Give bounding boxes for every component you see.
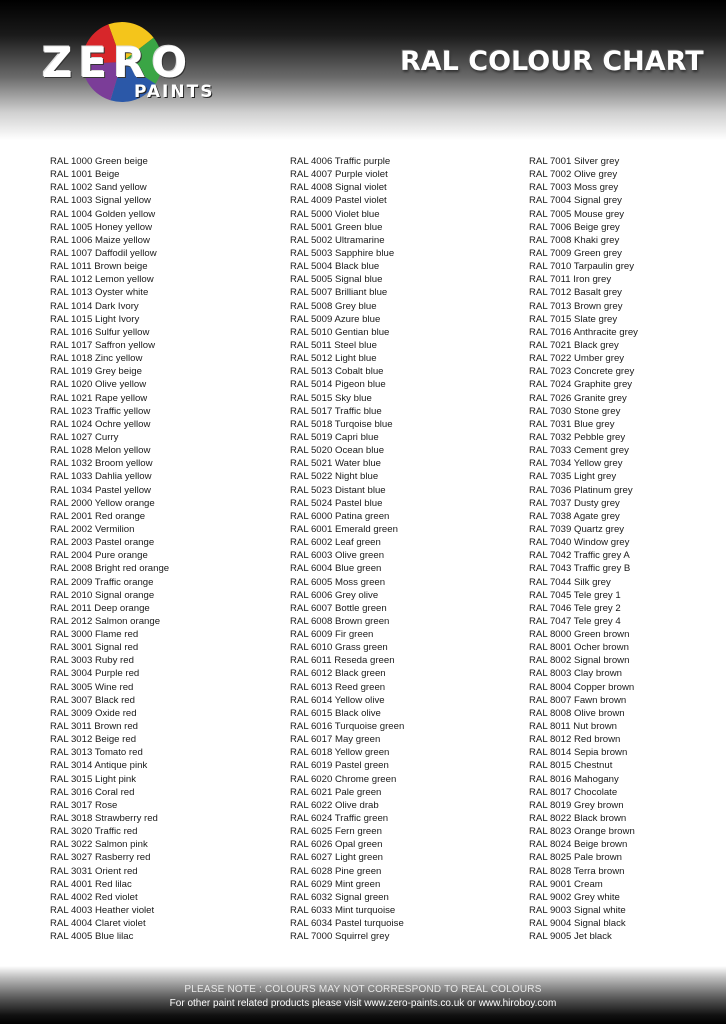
colour-entry: RAL 1034 Pastel yellow (50, 484, 151, 496)
colour-entry: RAL 7021 Black grey (529, 339, 619, 351)
colour-entry: RAL 3020 Traffic red (50, 826, 138, 838)
colour-entry: RAL 1027 Curry (50, 431, 119, 443)
colour-entry: RAL 6010 Grass green (290, 642, 388, 654)
colour-entry: RAL 8014 Sepia brown (529, 747, 628, 759)
colour-entry: RAL 3014 Antique pink (50, 760, 148, 772)
colour-entry: RAL 5022 Night blue (290, 471, 379, 483)
colour-entry: RAL 7042 Traffic grey A (529, 550, 630, 562)
colour-entry: RAL 1001 Beige (50, 169, 120, 181)
colour-entry: RAL 7046 Tele grey 2 (529, 602, 621, 614)
colour-entry: RAL 3022 Salmon pink (50, 839, 148, 851)
colour-entry: RAL 3012 Beige red (50, 734, 137, 746)
colour-entry: RAL 7022 Umber grey (529, 353, 625, 365)
colour-entry: RAL 4008 Signal violet (290, 182, 387, 194)
colour-entry: RAL 4001 Red lilac (50, 878, 132, 890)
colour-entry: RAL 7010 Tarpaulin grey (529, 261, 635, 273)
colour-entry: RAL 6026 Opal green (290, 839, 383, 851)
colour-entry: RAL 6020 Chrome green (290, 773, 397, 785)
colour-entry: RAL 5023 Distant blue (290, 484, 386, 496)
colour-entry: RAL 1017 Saffron yellow (50, 339, 156, 351)
colour-entry: RAL 6022 Olive drab (290, 799, 379, 811)
colour-entry: RAL 6028 Pine green (290, 865, 382, 877)
colour-entry: RAL 3000 Flame red (50, 629, 139, 641)
colour-entry: RAL 6011 Reseda green (290, 655, 395, 667)
colour-entry: RAL 5015 Sky blue (290, 392, 372, 404)
colour-entry: RAL 6008 Brown green (290, 615, 390, 627)
header-banner (0, 0, 726, 140)
colour-entry: RAL 7000 Squirrel grey (290, 931, 390, 943)
colour-entry: RAL 6019 Pastel green (290, 760, 389, 772)
colour-entry: RAL 6017 May green (290, 734, 381, 746)
colour-entry: RAL 7023 Concrete grey (529, 366, 635, 378)
logo-subtitle: PAINTS (134, 82, 215, 102)
colour-entry: RAL 7043 Traffic grey B (529, 563, 631, 575)
colour-entry: RAL 6032 Signal green (290, 891, 389, 903)
colour-entry: RAL 5000 Violet blue (290, 208, 380, 220)
colour-entry: RAL 9005 Jet black (529, 931, 612, 943)
colour-column-1 (50, 155, 169, 943)
colour-entry: RAL 1020 Olive yellow (50, 379, 147, 391)
colour-entry: RAL 3031 Orient red (50, 865, 138, 877)
colour-entry: RAL 2003 Pastel orange (50, 537, 155, 549)
colour-entry: RAL 9004 Signal black (529, 918, 626, 930)
colour-entry: RAL 6004 Blue green (290, 563, 382, 575)
colour-entry: RAL 6013 Reed green (290, 681, 386, 693)
colour-entry: RAL 6034 Pastel turquoise (290, 918, 404, 930)
colour-entry: RAL 5004 Black blue (290, 261, 380, 273)
colour-entry: RAL 7033 Cement grey (529, 445, 629, 457)
colour-entry: RAL 9001 Cream (529, 878, 603, 890)
colour-entry: RAL 5019 Capri blue (290, 431, 379, 443)
colour-entry: RAL 7026 Granite grey (529, 392, 627, 404)
colour-entry: RAL 3004 Purple red (50, 668, 140, 680)
colour-list (0, 155, 726, 945)
colour-entry: RAL 8000 Green brown (529, 629, 630, 641)
colour-entry: RAL 2002 Vermilion (50, 523, 135, 535)
colour-entry: RAL 6025 Fern green (290, 826, 382, 838)
colour-entry: RAL 5009 Azure blue (290, 313, 381, 325)
colour-entry: RAL 5002 Ultramarine (290, 234, 385, 246)
colour-entry: RAL 5018 Turqoise blue (290, 418, 393, 430)
colour-entry: RAL 7035 Light grey (529, 471, 617, 483)
zero-paints-logo (38, 16, 238, 108)
colour-entry: RAL 5021 Water blue (290, 458, 382, 470)
colour-entry: RAL 1005 Honey yellow (50, 221, 153, 233)
footer-banner (0, 966, 726, 1024)
colour-entry: RAL 3018 Strawberry red (50, 813, 158, 825)
colour-entry: RAL 2000 Yellow orange (50, 497, 155, 509)
colour-entry: RAL 1013 Oyster white (50, 287, 149, 299)
colour-entry: RAL 6024 Traffic green (290, 813, 389, 825)
colour-entry: RAL 8002 Signal brown (529, 655, 630, 667)
colour-entry: RAL 7047 Tele grey 4 (529, 615, 621, 627)
colour-entry: RAL 7004 Signal grey (529, 195, 622, 207)
colour-entry: RAL 2004 Pure orange (50, 550, 148, 562)
colour-entry: RAL 2008 Bright red orange (50, 563, 170, 575)
colour-entry: RAL 3007 Black red (50, 694, 135, 706)
colour-entry: RAL 2010 Signal orange (50, 589, 155, 601)
colour-entry: RAL 7005 Mouse grey (529, 208, 625, 220)
colour-entry: RAL 8025 Pale brown (529, 852, 622, 864)
colour-entry: RAL 1016 Sulfur yellow (50, 326, 150, 338)
colour-entry: RAL 3027 Rasberry red (50, 852, 151, 864)
colour-entry: RAL 9003 Signal white (529, 905, 626, 917)
colour-entry: RAL 5007 Brilliant blue (290, 287, 388, 299)
colour-entry: RAL 3013 Tomato red (50, 747, 143, 759)
colour-entry: RAL 6006 Grey olive (290, 589, 379, 601)
colour-entry: RAL 4007 Purple violet (290, 169, 388, 181)
colour-entry: RAL 8016 Mahogany (529, 773, 619, 785)
colour-entry: RAL 3015 Light pink (50, 773, 137, 785)
colour-entry: RAL 7039 Quartz grey (529, 523, 625, 535)
colour-entry: RAL 1015 Light Ivory (50, 313, 140, 325)
colour-entry: RAL 7003 Moss grey (529, 182, 619, 194)
colour-entry: RAL 8028 Terra brown (529, 865, 625, 877)
colour-entry: RAL 8003 Clay brown (529, 668, 622, 680)
colour-entry: RAL 2001 Red orange (50, 510, 146, 522)
colour-entry: RAL 1028 Melon yellow (50, 445, 151, 457)
colour-entry: RAL 2011 Deep orange (50, 602, 150, 614)
colour-entry: RAL 1000 Green beige (50, 156, 148, 167)
colour-entry: RAL 6000 Patina green (290, 510, 390, 522)
colour-entry: RAL 4004 Claret violet (50, 918, 146, 930)
colour-entry: RAL 7008 Khaki grey (529, 234, 620, 246)
colour-entry: RAL 1006 Maize yellow (50, 234, 150, 246)
logo-word: ZERO (42, 38, 194, 87)
colour-entry: RAL 6009 Fir green (290, 629, 374, 641)
colour-entry: RAL 1024 Ochre yellow (50, 418, 151, 430)
colour-entry: RAL 1012 Lemon yellow (50, 274, 154, 286)
colour-entry: RAL 7030 Stone grey (529, 405, 621, 417)
colour-entry: RAL 7011 Iron grey (529, 274, 612, 286)
colour-entry: RAL 7001 Silver grey (529, 156, 620, 167)
colour-entry: RAL 7012 Basalt grey (529, 287, 622, 299)
colour-entry: RAL 6027 Light green (290, 852, 383, 864)
colour-entry: RAL 6002 Leaf green (290, 537, 381, 549)
colour-entry: RAL 3009 Oxide red (50, 707, 137, 719)
colour-entry: RAL 7024 Graphite grey (529, 379, 633, 391)
colour-entry: RAL 5017 Traffic blue (290, 405, 382, 417)
colour-entry: RAL 8022 Black brown (529, 813, 627, 825)
colour-entry: RAL 1014 Dark Ivory (50, 300, 139, 312)
colour-entry: RAL 4009 Pastel violet (290, 195, 387, 207)
website-info: For other paint related products please visit www.zero-paints.co.uk or www.hiroboy.com (169, 998, 557, 1009)
colour-entry: RAL 3003 Ruby red (50, 655, 134, 667)
colour-entry: RAL 4006 Traffic purple (290, 156, 391, 167)
colour-entry: RAL 7032 Pebble grey (529, 431, 626, 443)
colour-entry: RAL 3017 Rose (50, 799, 118, 811)
colour-entry: RAL 7009 Green grey (529, 247, 622, 259)
colour-entry: RAL 6029 Mint green (290, 878, 381, 890)
colour-entry: RAL 7037 Dusty grey (529, 497, 620, 509)
colour-entry: RAL 6007 Bottle green (290, 602, 387, 614)
colour-column-2 (290, 155, 404, 943)
colour-column-3 (529, 155, 638, 943)
colour-entry: RAL 5020 Ocean blue (290, 445, 385, 457)
colour-entry: RAL 6005 Moss green (290, 576, 386, 588)
colour-entry: RAL 1023 Traffic yellow (50, 405, 151, 417)
colour-entry: RAL 8023 Orange brown (529, 826, 635, 838)
colour-entry: RAL 6012 Black green (290, 668, 386, 680)
colour-entry: RAL 5012 Light blue (290, 353, 377, 365)
colour-entry: RAL 5003 Sapphire blue (290, 247, 395, 259)
colour-entry: RAL 3016 Coral red (50, 786, 135, 798)
colour-entry: RAL 7045 Tele grey 1 (529, 589, 621, 601)
colour-entry: RAL 1019 Grey beige (50, 366, 142, 378)
colour-entry: RAL 1011 Brown beige (50, 261, 148, 273)
colour-entry: RAL 4003 Heather violet (50, 905, 155, 917)
colour-entry: RAL 5013 Cobalt blue (290, 366, 384, 378)
colour-disclaimer: PLEASE NOTE : COLOURS MAY NOT CORRESPOND TO REAL COLOURS (184, 984, 542, 995)
colour-entry: RAL 7015 Slate grey (529, 313, 618, 325)
colour-entry: RAL 7006 Beige grey (529, 221, 620, 233)
colour-entry: RAL 6001 Emerald green (290, 523, 398, 535)
colour-entry: RAL 2009 Traffic orange (50, 576, 154, 588)
colour-entry: RAL 8007 Fawn brown (529, 694, 627, 706)
colour-entry: RAL 5008 Grey blue (290, 300, 377, 312)
colour-entry: RAL 8012 Red brown (529, 734, 621, 746)
colour-entry: RAL 6003 Olive green (290, 550, 385, 562)
colour-entry: RAL 7036 Platinum grey (529, 484, 633, 496)
colour-entry: RAL 8001 Ocher brown (529, 642, 629, 654)
colour-entry: RAL 6033 Mint turquoise (290, 905, 396, 917)
colour-entry: RAL 5024 Pastel blue (290, 497, 383, 509)
colour-entry: RAL 1002 Sand yellow (50, 182, 147, 194)
colour-entry: RAL 8024 Beige brown (529, 839, 628, 851)
colour-entry: RAL 8019 Grey brown (529, 799, 624, 811)
colour-entry: RAL 8011 Nut brown (529, 721, 617, 733)
colour-entry: RAL 7040 Window grey (529, 537, 630, 549)
colour-entry: RAL 9002 Grey white (529, 891, 620, 903)
colour-entry: RAL 7031 Blue grey (529, 418, 615, 430)
colour-entry: RAL 8015 Chestnut (529, 760, 613, 772)
colour-entry: RAL 7034 Yellow grey (529, 458, 623, 470)
colour-entry: RAL 6018 Yellow green (290, 747, 390, 759)
colour-entry: RAL 1032 Broom yellow (50, 458, 153, 470)
colour-entry: RAL 1007 Daffodil yellow (50, 247, 157, 259)
colour-entry: RAL 8017 Chocolate (529, 786, 618, 798)
colour-entry: RAL 6021 Pale green (290, 786, 382, 798)
colour-entry: RAL 6014 Yellow olive (290, 694, 385, 706)
colour-entry: RAL 8008 Olive brown (529, 707, 625, 719)
colour-entry: RAL 2012 Salmon orange (50, 615, 161, 627)
colour-entry: RAL 7044 Silk grey (529, 576, 611, 588)
colour-entry: RAL 8004 Copper brown (529, 681, 635, 693)
colour-entry: RAL 7002 Olive grey (529, 169, 618, 181)
colour-entry: RAL 6016 Turquoise green (290, 721, 405, 733)
colour-entry: RAL 5005 Signal blue (290, 274, 383, 286)
colour-entry: RAL 1004 Golden yellow (50, 208, 156, 220)
colour-entry: RAL 1003 Signal yellow (50, 195, 151, 207)
colour-entry: RAL 3005 Wine red (50, 681, 134, 693)
colour-entry: RAL 3011 Brown red (50, 721, 138, 733)
colour-entry: RAL 1033 Dahlia yellow (50, 471, 152, 483)
colour-entry: RAL 1018 Zinc yellow (50, 353, 143, 365)
colour-entry: RAL 4002 Red violet (50, 891, 138, 903)
colour-entry: RAL 5011 Steel blue (290, 339, 377, 351)
colour-entry: RAL 6015 Black olive (290, 707, 381, 719)
colour-entry: RAL 4005 Blue lilac (50, 931, 134, 943)
page-title: RAL COLOUR CHART (400, 46, 704, 77)
colour-entry: RAL 5001 Green blue (290, 221, 383, 233)
colour-entry: RAL 3001 Signal red (50, 642, 139, 654)
colour-entry: RAL 5010 Gentian blue (290, 326, 390, 338)
colour-entry: RAL 7016 Anthracite grey (529, 326, 638, 338)
colour-entry: RAL 7038 Agate grey (529, 510, 620, 522)
colour-entry: RAL 5014 Pigeon blue (290, 379, 386, 391)
colour-entry: RAL 7013 Brown grey (529, 300, 623, 312)
colour-entry: RAL 1021 Rape yellow (50, 392, 148, 404)
